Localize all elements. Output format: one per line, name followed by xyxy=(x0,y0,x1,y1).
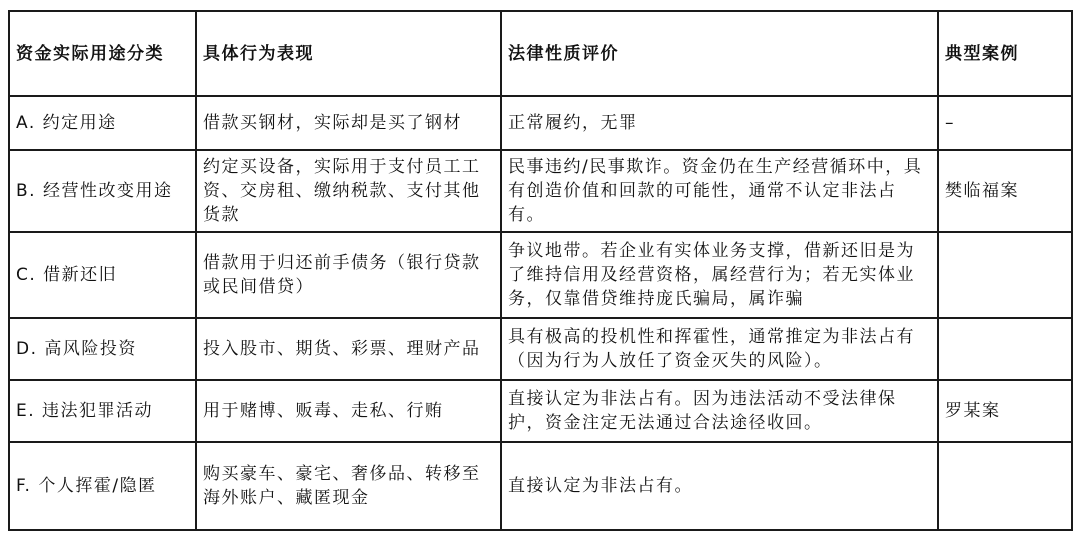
evaluation-cell: 争议地带。若企业有实体业务支撑，借新还旧是为了维持信用及经营资格，属经营行为；若无实体业务，仅靠借贷维持庞氏骗局，属诈骗 xyxy=(501,232,938,318)
case-cell xyxy=(938,232,1072,318)
table-row xyxy=(9,96,1072,150)
fund-usage-table xyxy=(8,10,1073,531)
case-cell: – xyxy=(938,96,1072,150)
evaluation-cell: 具有极高的投机性和挥霍性，通常推定为非法占有（因为行为人放任了资金灭失的风险）。 xyxy=(501,318,938,380)
category-cell: E. 违法犯罪活动 xyxy=(9,380,196,442)
behavior-cell: 购买豪车、豪宅、奢侈品、转移至海外账户、藏匿现金 xyxy=(196,442,501,530)
case-cell: 罗某案 xyxy=(938,380,1072,442)
category-cell: D. 高风险投资 xyxy=(9,318,196,380)
category-cell: A. 约定用途 xyxy=(9,96,196,150)
behavior-cell: 借款用于归还前手债务（银行贷款或民间借贷） xyxy=(196,232,501,318)
evaluation-cell: 正常履约，无罪 xyxy=(501,96,938,150)
case-cell xyxy=(938,442,1072,530)
table-header-row xyxy=(9,11,1072,96)
category-cell: F. 个人挥霍/隐匿 xyxy=(9,442,196,530)
case-cell xyxy=(938,318,1072,380)
table-row xyxy=(9,318,1072,380)
evaluation-cell: 直接认定为非法占有。 xyxy=(501,442,938,530)
case-cell: 樊临福案 xyxy=(938,150,1072,232)
behavior-cell: 约定买设备，实际用于支付员工工资、交房租、缴纳税款、支付其他货款 xyxy=(196,150,501,232)
evaluation-cell: 直接认定为非法占有。因为违法活动不受法律保护，资金注定无法通过合法途径收回。 xyxy=(501,380,938,442)
behavior-cell: 借款买钢材，实际却是买了钢材 xyxy=(196,96,501,150)
behavior-cell: 用于赌博、贩毒、走私、行贿 xyxy=(196,380,501,442)
evaluation-cell: 民事违约/民事欺诈。资金仍在生产经营循环中，具有创造价值和回款的可能性，通常不认定非法占有。 xyxy=(501,150,938,232)
category-cell: B. 经营性改变用途 xyxy=(9,150,196,232)
header-behavior: 具体行为表现 xyxy=(196,11,501,96)
header-evaluation: 法律性质评价 xyxy=(501,11,938,96)
table-row xyxy=(9,442,1072,530)
header-category: 资金实际用途分类 xyxy=(9,11,196,96)
table-row xyxy=(9,150,1072,232)
category-cell: C. 借新还旧 xyxy=(9,232,196,318)
table-row xyxy=(9,380,1072,442)
header-case: 典型案例 xyxy=(938,11,1072,96)
behavior-cell: 投入股市、期货、彩票、理财产品 xyxy=(196,318,501,380)
table-row xyxy=(9,232,1072,318)
